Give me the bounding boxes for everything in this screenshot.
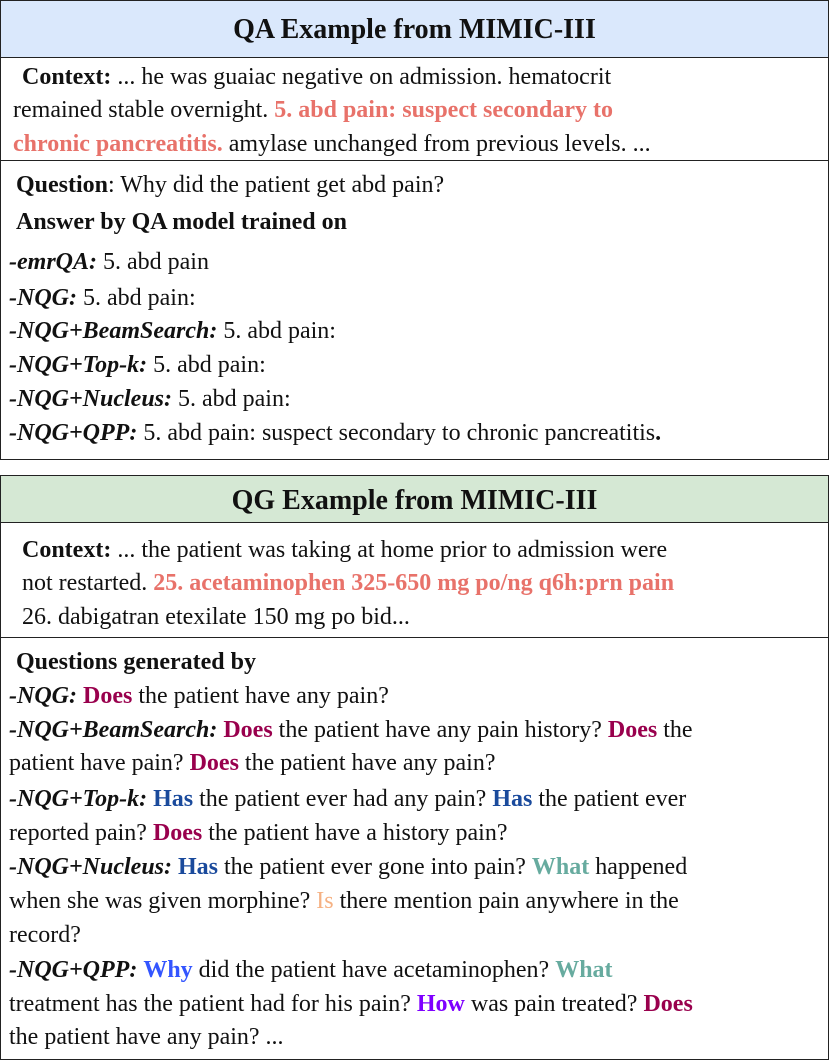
qg-topk-line-2: reported pain? Does the patient have a history pain? xyxy=(9,820,508,846)
qg-beam-line-1: -NQG+BeamSearch: Does the patient have any pain history? Does the xyxy=(9,717,693,743)
qg-questions-heading: Questions generated by xyxy=(16,649,256,675)
qa-question: Question: Why did the patient get abd pain? xyxy=(16,172,445,198)
qg-header xyxy=(0,475,829,523)
qg-qpp-line-3: the patient have any pain? ... xyxy=(9,1024,284,1050)
qg-beam-line-2: patient have pain? Does the patient have any pain? xyxy=(9,750,496,776)
qg-nucleus-line-3: record? xyxy=(9,922,81,948)
qg-nucleus-line-2: when she was given morphine? Is there mention pain anywhere in the xyxy=(9,888,679,914)
qg-context-highlight: 25. acetaminophen 325-650 mg po/ng q6h:prn pain xyxy=(153,570,675,596)
qg-qpp-line-2: treatment has the patient had for his pain? How was pain treated? Does xyxy=(9,991,693,1017)
qa-header xyxy=(0,0,829,58)
qa-answer-nucleus: -NQG+Nucleus: 5. abd pain: xyxy=(9,386,291,412)
qa-answer-emrqa: -emrQA: 5. abd pain xyxy=(9,249,209,275)
qa-context-line-3: chronic pancreatitis. amylase unchanged from previous levels. ... xyxy=(13,131,651,157)
qg-context-line-2: not restarted. 25. acetaminophen 325-650 mg po/ng q6h:prn pain xyxy=(22,570,675,596)
qword-what: What xyxy=(555,957,613,983)
qa-title: QA Example from MIMIC-III xyxy=(233,14,596,45)
qa-context-label: Context: xyxy=(22,64,112,90)
qg-context-line-3: 26. dabigatran etexilate 150 mg po bid... xyxy=(22,604,410,630)
qg-nqg-line-1: -NQG: Does the patient have any pain? xyxy=(9,683,389,709)
qword-how: How xyxy=(416,991,465,1017)
qg-context-line-1: Context: ... the patient was taking at home prior to admission were xyxy=(22,537,668,563)
qword-does: Does xyxy=(643,991,693,1017)
qa-context-line-2: remained stable overnight. 5. abd pain: suspect secondary to xyxy=(13,97,613,123)
qa-answer-beamsearch: -NQG+BeamSearch: 5. abd pain: xyxy=(9,318,336,344)
qword-does: Does xyxy=(189,750,239,776)
qa-context-highlight-2: chronic pancreatitis. xyxy=(13,131,223,157)
qg-topk-line-1: -NQG+Top-k: Has the patient ever had any pain? Has the patient ever xyxy=(9,786,687,812)
qword-has: Has xyxy=(492,786,533,812)
qword-has: Has xyxy=(153,786,194,812)
qa-context-line-1: Context: ... he was guaiac negative on admission. hematocrit xyxy=(22,64,612,90)
qa-answer-qpp: -NQG+QPP: 5. abd pain: suspect secondary to chronic pancreatitis. xyxy=(9,420,662,446)
qword-does: Does xyxy=(82,683,133,709)
qa-answer-nqg: -NQG: 5. abd pain: xyxy=(9,285,196,311)
qg-qpp-line-1: -NQG+QPP: Why did the patient have acetaminophen? What xyxy=(9,957,613,983)
qword-what: What xyxy=(531,854,590,880)
qword-has: Has xyxy=(178,854,219,880)
qword-does: Does xyxy=(607,717,658,743)
qword-does: Does xyxy=(223,717,273,743)
qg-title: QG Example from MIMIC-III xyxy=(231,485,598,516)
qword-does: Does xyxy=(152,820,203,846)
qword-is: Is xyxy=(316,888,334,914)
qg-nucleus-line-1: -NQG+Nucleus: Has the patient ever gone into pain? What happened xyxy=(9,854,688,880)
qword-why: Why xyxy=(143,957,193,983)
qa-answer-heading: Answer by QA model trained on xyxy=(16,209,347,235)
qa-context-highlight: 5. abd pain: suspect secondary to xyxy=(274,97,613,123)
qa-answer-topk: -NQG+Top-k: 5. abd pain: xyxy=(9,352,266,378)
qa-question-label: Question xyxy=(16,172,109,198)
qg-context-label: Context: xyxy=(22,537,112,563)
